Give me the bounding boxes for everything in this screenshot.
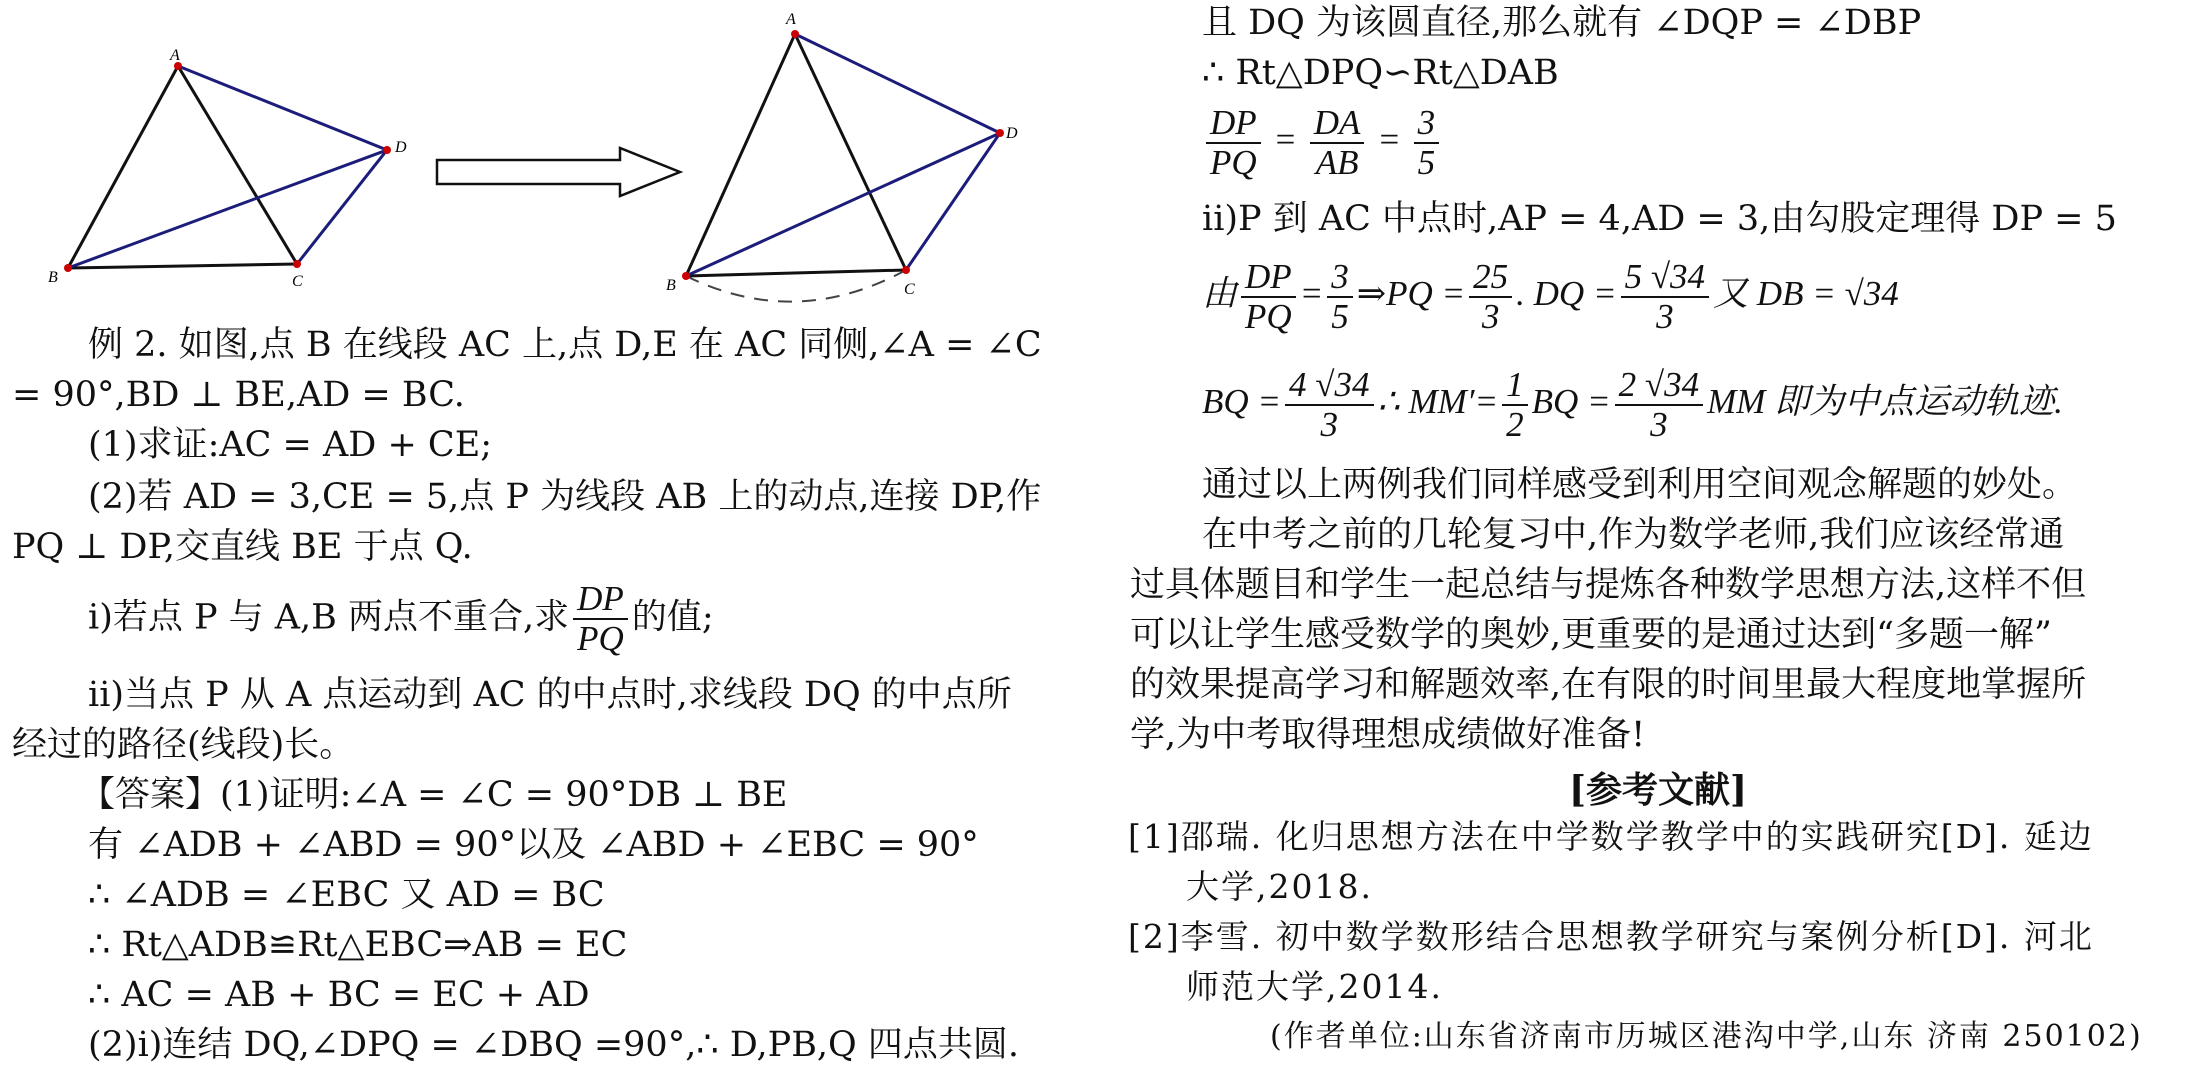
frac-1-num: DP <box>1206 104 1261 144</box>
frac-b-den: 5 <box>1331 297 1349 336</box>
example-line-1: 例 2. 如图,点 B 在线段 AC 上,点 D,E 在 AC 同侧,∠A = ∠C <box>88 325 1042 365</box>
solution-line-ii: ii)P 到 AC 中点时,AP = 4,AD = 3,由勾股定理得 DP = 5 <box>1202 199 2117 239</box>
bq-equals: BQ = <box>1202 382 1282 422</box>
answer-line-6: (2)i)连结 DQ,∠DPQ = ∠DBQ =90°,∴ D,PB,Q 四点共圆. <box>88 1025 1019 1065</box>
label-a2: A <box>786 11 796 28</box>
geometry-figure <box>0 0 1070 310</box>
q2i-suffix: 的值; <box>631 597 714 638</box>
frac-f-num: 1 <box>1502 366 1528 406</box>
reference-2: [2]李雪. 初中数学数形结合思想教学研究与案例分析[D]. 河北 <box>1128 917 2094 956</box>
db-equals: 又 DB = √34 <box>1713 274 1899 314</box>
answer-line-3: ∴ ∠ADB = ∠EBC 又 AD = BC <box>88 875 605 915</box>
question-2ii-cont: 经过的路径(线段)长。 <box>12 725 355 765</box>
answer-line-2: 有 ∠ADB + ∠ABD = 90°以及 ∠ABD + ∠EBC = 90° <box>88 825 979 865</box>
question-2-cont: PQ ⊥ DP,交直线 BE 于点 Q. <box>12 527 473 567</box>
reference-2-cont: 师范大学,2014. <box>1186 967 1443 1006</box>
frac-g-den: 3 <box>1650 405 1668 444</box>
frac-c-num: 25 <box>1469 258 1512 298</box>
reference-1: [1]邵瑞. 化归思想方法在中学数学教学中的实践研究[D]. 延边 <box>1128 817 2094 856</box>
fraction-denominator: PQ <box>577 619 624 658</box>
frac-1-den: PQ <box>1210 143 1257 182</box>
label-d2: D <box>1006 125 1018 142</box>
pq-derivation <box>1202 258 1899 336</box>
frac-f-den: 2 <box>1506 405 1524 444</box>
frac-a-num: DP <box>1241 258 1296 298</box>
label-b2: B <box>666 277 676 294</box>
label-b: B <box>48 269 58 286</box>
question-2i <box>88 580 714 658</box>
label-a: A <box>170 47 180 64</box>
frac-g-num: 2 √34 <box>1615 366 1703 406</box>
para-line-1: 在中考之前的几轮复习中,作为数学老师,我们应该经常通 <box>1202 515 2065 555</box>
question-2: (2)若 AD = 3,CE = 5,点 P 为线段 AB 上的动点,连接 DP,作 <box>88 477 1042 517</box>
frac-e-den: 3 <box>1320 405 1339 444</box>
answer-line-4: ∴ Rt△ADB≌Rt△EBC⇒AB = EC <box>88 925 628 965</box>
para-line-3: 可以让学生感受数学的奥妙,更重要的是通过达到“多题一解” <box>1130 615 2052 655</box>
figure-before <box>48 47 407 290</box>
ratio-equation <box>1202 104 1443 182</box>
right-column <box>1120 0 2196 1081</box>
example-line-2: = 90°,BD ⊥ BE,AD = BC. <box>12 375 465 415</box>
left-column <box>0 0 1080 1081</box>
question-2ii: ii)当点 P 从 A 点运动到 AC 的中点时,求线段 DQ 的中点所 <box>88 675 1012 715</box>
references-title: [参考文献] <box>1568 769 1748 811</box>
frac-3-num: 3 <box>1414 104 1440 144</box>
frac-d-num: 5 √34 <box>1621 258 1709 298</box>
conclusion: MM 即为中点运动轨迹. <box>1707 382 2063 422</box>
solution-line-1: 且 DQ 为该圆直径,那么就有 ∠DQP = ∠DBP <box>1202 3 1922 43</box>
frac-3-den: 5 <box>1417 143 1436 182</box>
dp-pq-fraction <box>573 580 628 658</box>
frac-a-den: PQ <box>1245 297 1292 336</box>
solution-line-2: ∴ Rt△DPQ∽Rt△DAB <box>1202 53 1559 93</box>
label-d: D <box>395 139 407 156</box>
equals-1: = <box>1273 120 1298 160</box>
frac-2-num: DA <box>1310 104 1365 144</box>
prefix-you: 由 <box>1202 274 1238 314</box>
author-affiliation: (作者单位:山东省济南市历城区港沟中学,山东 济南 250102) <box>1270 1019 2143 1054</box>
para-line-2: 过具体题目和学生一起总结与提炼各种数学思想方法,这样不但 <box>1130 565 2087 605</box>
frac-b-num: 3 <box>1327 258 1353 298</box>
equals-2: = <box>1377 120 1401 160</box>
reference-1-cont: 大学,2018. <box>1186 867 1373 906</box>
bq-derivation <box>1202 366 2063 444</box>
frac-2-den: AB <box>1315 143 1359 182</box>
q2i-text: i)若点 P 与 A,B 两点不重合,求 <box>88 597 570 638</box>
figure-after <box>666 11 1018 302</box>
fraction-numerator: DP <box>573 580 628 620</box>
bq-equals-2: BQ = <box>1531 382 1611 422</box>
question-1: (1)求证:AC = AD + CE; <box>88 425 493 465</box>
para-line-5: 学,为中考取得理想成绩做好准备! <box>1130 715 1646 755</box>
implies-pq: ⇒PQ = <box>1356 274 1466 314</box>
label-c2: C <box>904 281 915 298</box>
label-c: C <box>292 273 303 290</box>
dq-equals: . DQ = <box>1516 274 1617 314</box>
equals-a: = <box>1299 274 1324 314</box>
frac-c-den: 3 <box>1481 297 1500 336</box>
answer-line-5: ∴ AC = AB + BC = EC + AD <box>88 975 590 1015</box>
frac-d-den: 3 <box>1656 297 1674 336</box>
transform-arrow <box>437 148 680 196</box>
para-line-4: 的效果提高学习和解题效率,在有限的时间里最大程度地掌握所 <box>1130 665 2087 705</box>
mm-equals: ∴ MM′= <box>1377 382 1499 422</box>
summary-line: 通过以上两例我们同样感受到利用空间观念解题的妙处。 <box>1202 465 2078 505</box>
answer-line-1: 【答案】(1)证明:∠A = ∠C = 90°DB ⊥ BE <box>80 775 788 815</box>
frac-e-num: 4 √34 <box>1285 366 1373 406</box>
